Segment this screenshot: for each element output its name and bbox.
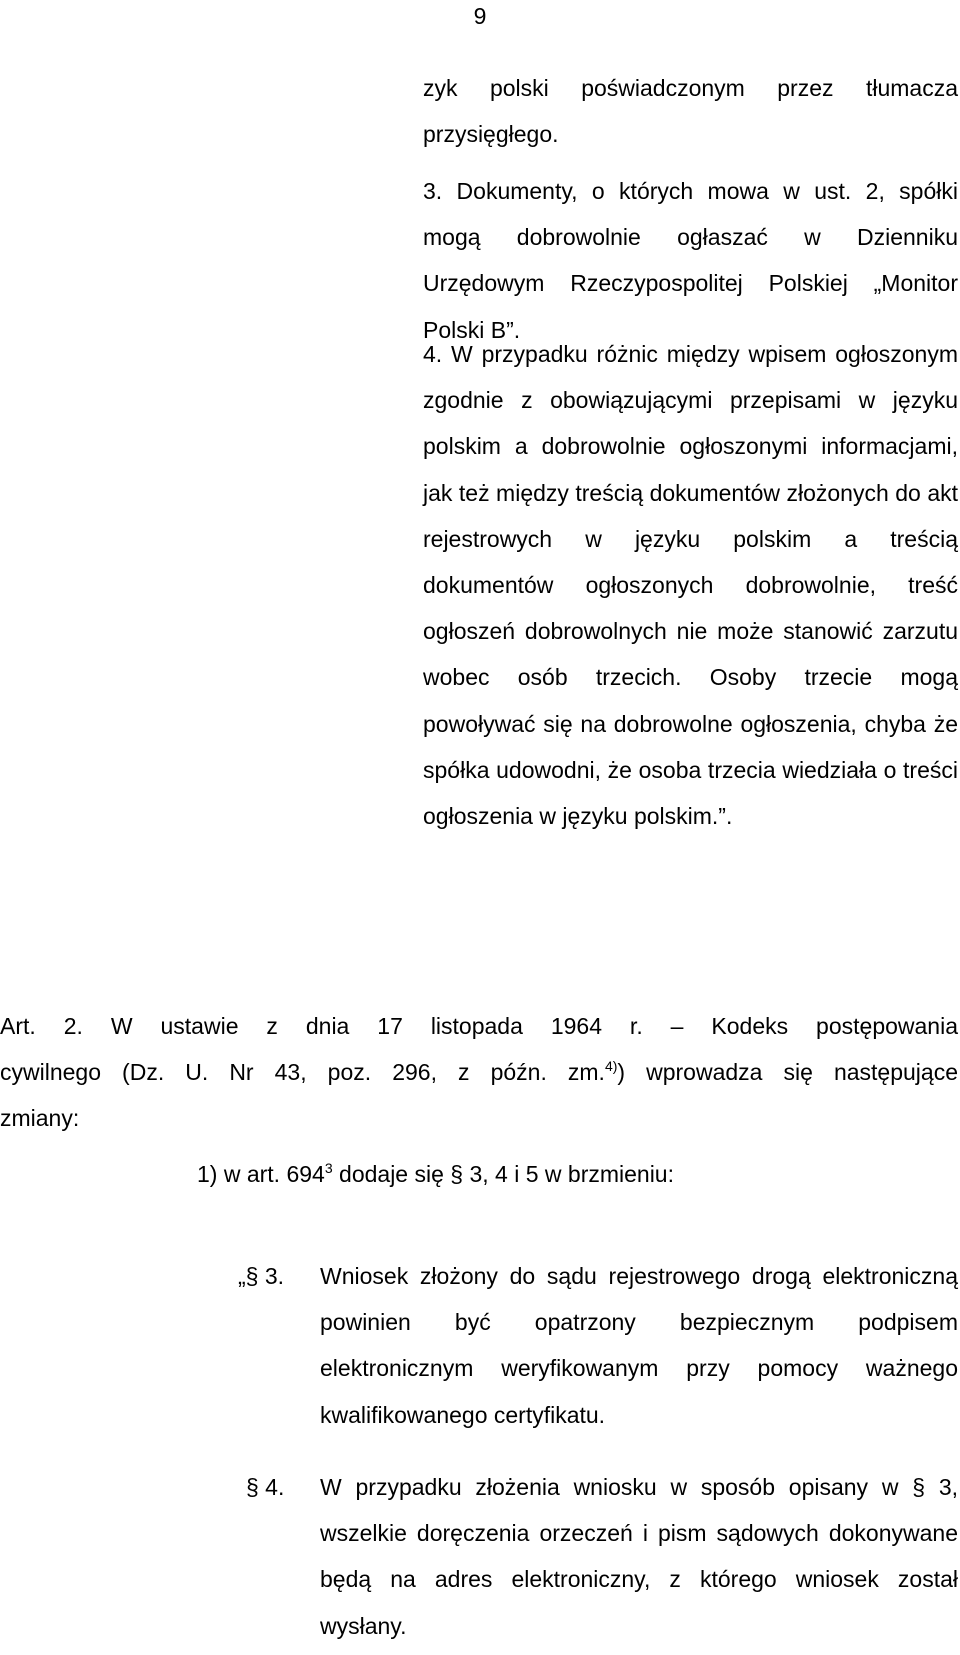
article-2-line-2	[0, 1049, 958, 1095]
article-2-line-2-rest: ) wprowadza się następujące	[617, 1059, 958, 1086]
section-3-label: „§ 3.	[238, 1263, 285, 1289]
footnote-ref-4: 4)	[604, 1058, 618, 1075]
section-4-label: § 4.	[246, 1474, 285, 1500]
paragraph-4: 4. W przypadku różnic między wpisem ogłoszonym zgodnie z obowiązującymi przepisami w języku polskim a dobrowolnie ogłoszonymi informacjami, jak też między treścią dokumentów złożonych do akt rejestrowych w języku polskim a treścią dokumentów ogłoszonych dobrowolnie, treść ogłoszeń dobrowolnych nie może stanowić zarzutu wobec osób trzecich. Osoby trzecie mogą powoływać się na dobrowolne ogłoszenia, chyba że spółka udowodni, że osoba trzecia wiedziała o treści ogłoszenia w języku polskim.”.	[423, 341, 958, 830]
section-3-text: Wniosek złożony do sądu rejestrowego drogą elektroniczną powinien być opatrzony bezpiecznym podpisem elektronicznym weryfikowanym przy pomocy ważnego kwalifikowanego certyfikatu.	[320, 1263, 958, 1428]
continuation-paragraph: zyk polski poświadczonym przez tłumacza przysięgłego.	[423, 75, 958, 148]
superscript-3: 3	[324, 1160, 333, 1176]
article-2-line-2-text: cywilnego (Dz. U. Nr 43, poz. 296, z późn. zm.	[0, 1059, 605, 1086]
article-2-line-1: Art. 2. W ustawie z dnia 17 listopada 1964 r. – Kodeks postępowania	[0, 1013, 958, 1039]
point-1-rest: dodaje się § 3, 4 i 5 w brzmieniu:	[332, 1161, 674, 1187]
page-number: 9	[473, 3, 487, 29]
point-1	[197, 1151, 958, 1197]
paragraph-3: 3. Dokumenty, o których mowa w ust. 2, spółki mogą dobrowolnie ogłaszać w Dzienniku Urzędowym Rzeczypospolitej Polskiej „Monitor Polski B”.	[423, 178, 958, 343]
point-1-text: 1) w art. 694	[197, 1161, 325, 1187]
article-2	[0, 1003, 958, 1142]
section-4-text: W przypadku złożenia wniosku w sposób opisany w § 3, wszelkie doręczenia orzeczeń i pism sądowych dokonywane będą na adres elektroniczny, z którego wniosek został wysłany.	[320, 1474, 958, 1639]
article-2-line-3: zmiany:	[0, 1105, 80, 1132]
